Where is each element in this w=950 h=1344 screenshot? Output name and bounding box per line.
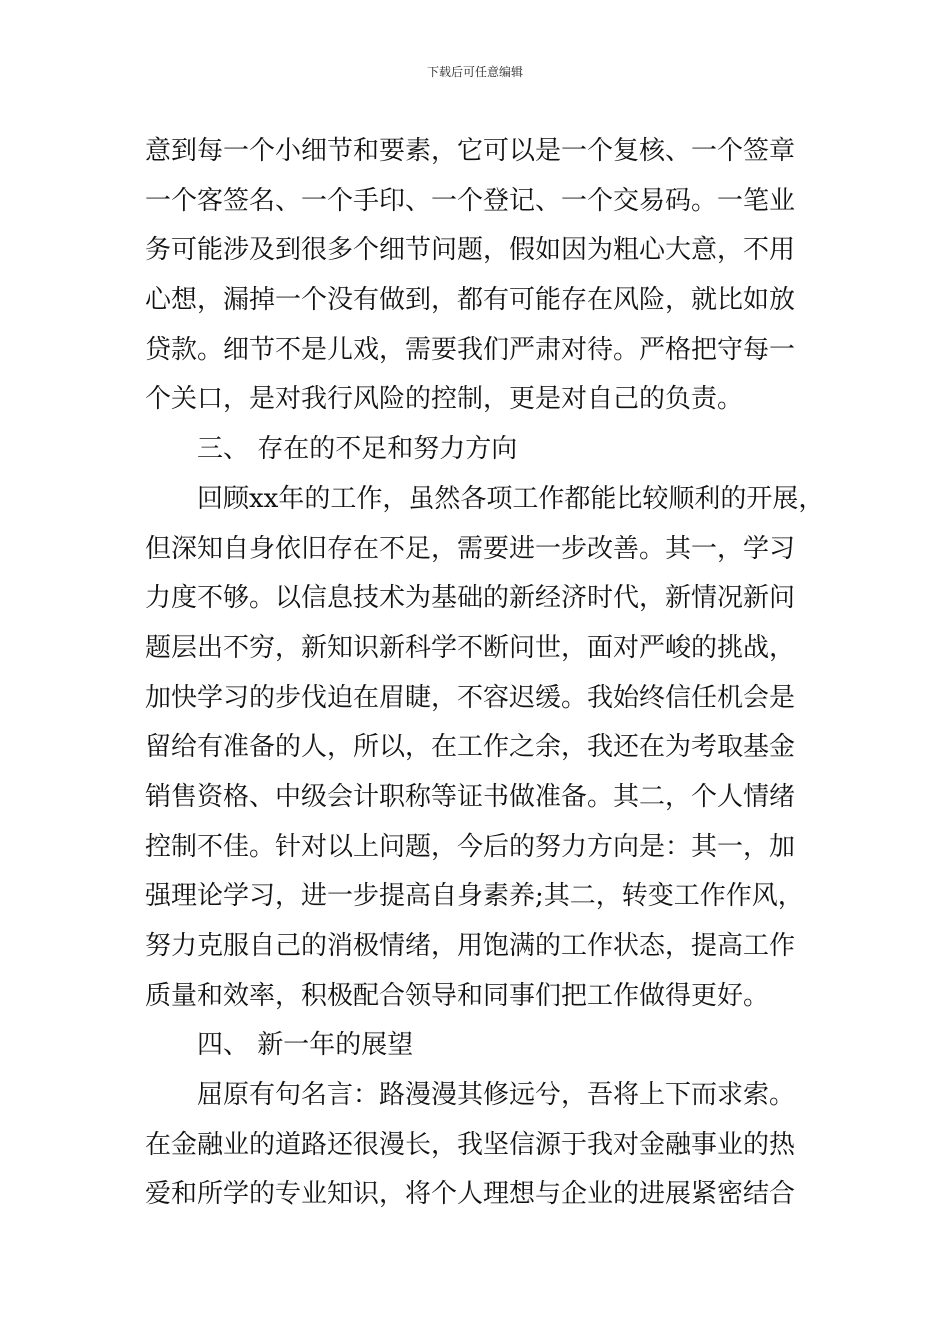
- text-line: 一个客签名、一个手印、一个登记、一个交易码。一笔业: [145, 185, 796, 216]
- text-line: 质量和效率，积极配合领导和同事们把工作做得更好。: [145, 980, 770, 1011]
- page-header: 下载后可任意编辑: [426, 65, 523, 79]
- text-line: 意到每一个小细节和要素，它可以是一个复核、一个签章: [145, 136, 796, 166]
- text-line: 题层出不穷，新知识新科学不断问世，面对严峻的挑战，: [145, 632, 796, 663]
- text-line: 加快学习的步伐迫在眉睫，不容迟缓。我始终信任机会是: [145, 682, 796, 713]
- text-line: 但深知自身依旧存在不足，需要进一步改善。其一，学习: [145, 533, 796, 564]
- text-line: 回顾xx年的工作，虽然各项工作都能比较顺利的开展，: [197, 483, 825, 514]
- text-line: 务可能涉及到很多个细节问题，假如因为粗心大意，不用: [145, 235, 796, 266]
- text-line: 在金融业的道路还很漫长，我坚信源于我对金融事业的热: [145, 1129, 796, 1160]
- body-text: [145, 127, 825, 1220]
- text-line: 力度不够。以信息技术为基础的新经济时代，新情况新问: [145, 583, 796, 614]
- text-line: 努力克服自己的消极情绪，用饱满的工作状态，提高工作: [145, 931, 796, 961]
- text-line: 控制不佳。针对以上问题，今后的努力方向是：其一，加: [145, 831, 796, 862]
- text-line: 心想，漏掉一个没有做到，都有可能存在风险，就比如放: [145, 285, 796, 316]
- text-line: 个关口，是对我行风险的控制，更是对自己的负责。: [145, 384, 744, 415]
- text-line: 贷款。细节不是儿戏，需要我们严肃对待。严格把守每一: [145, 334, 796, 365]
- text-line: 留给有准备的人，所以，在工作之余，我还在为考取基金: [145, 732, 796, 763]
- text-line: 销售资格、中级会计职称等证书做准备。其二，个人情绪: [145, 781, 796, 812]
- text-line: 屈原有句名言：路漫漫其修远兮，吾将上下而求索。: [197, 1080, 796, 1111]
- section-heading-3: 三、 存在的不足和努力方向: [197, 434, 518, 465]
- text-line: 爱和所学的专业知识，将个人理想与企业的进展紧密结合: [145, 1179, 796, 1210]
- text-line: 强理论学习，进一步提高自身素养;其二，转变工作作风，: [145, 881, 804, 912]
- section-heading-4: 四、 新一年的展望: [197, 1030, 414, 1061]
